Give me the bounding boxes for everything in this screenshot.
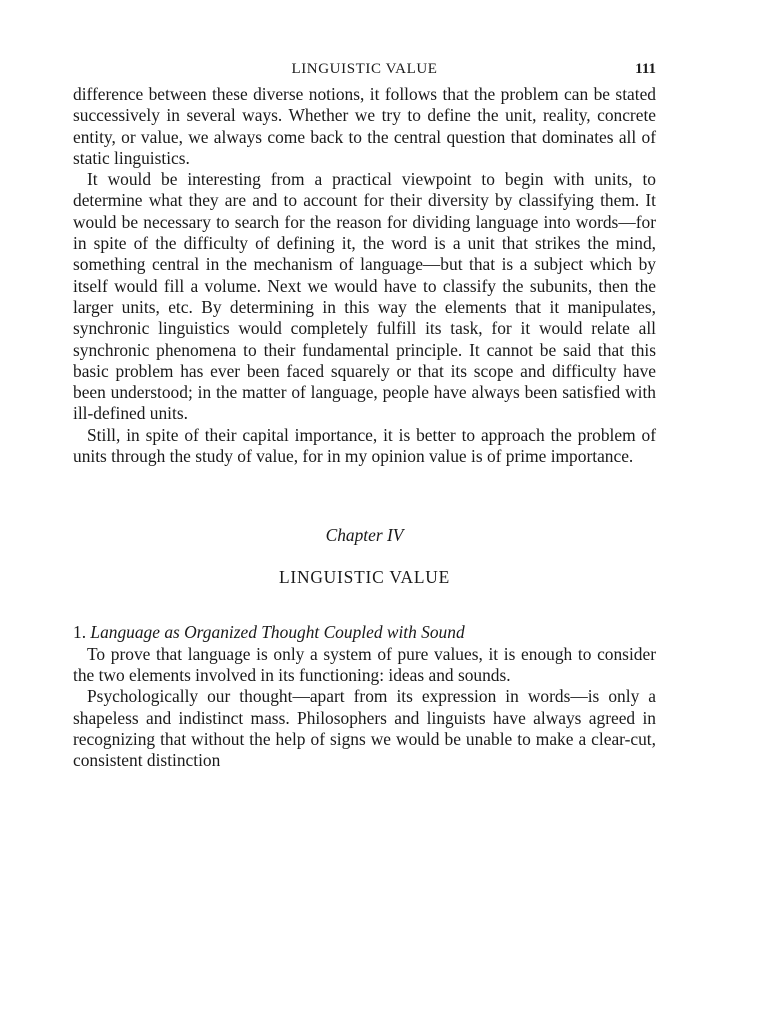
paragraph: Psychologically our thought—apart from its expression in words—is only a shapeless and indistinct mass. Philosophers and linguists have always agreed in recognizing that without the help of signs we would be unable to make a clear-cut, consistent distinction (73, 686, 656, 771)
paragraph: It would be interesting from a practical viewpoint to begin with units, to determine what they are and to account for their diversity by classifying them. It would be necessary to search for the reason for dividing language into words—for in spite of the difficulty of defining it, the word is a unit that strikes the mind, something central in the mechanism of language—but that is a subject which by itself would fill a volume. Next we would have to classify the subunits, then the larger units, etc. By determining in this way the elements that it manipulates, synchronic linguistics would completely fulfill its task, for it would relate all synchronic phenomena to their fundamental principle. It cannot be said that this basic problem has ever been faced squarely or that its scope and difficulty have been understood; in the matter of language, people have always been satisfied with ill-defined units. (73, 169, 656, 424)
section-number: 1. (73, 622, 87, 643)
chapter-title: LINGUISTIC VALUE (278, 567, 451, 588)
paragraph: To prove that language is only a system of pure values, it is enough to consider the two elements involved in its functioning: ideas and sounds. (73, 643, 656, 685)
running-title: LINGUISTIC VALUE (291, 61, 438, 77)
body-text (73, 84, 656, 467)
section-title: Language as Organized Thought Coupled with Sound (90, 622, 465, 643)
paragraph: Still, in spite of their capital importance, it is better to approach the problem of units through the study of value, for in my opinion value is of prime importance. (73, 424, 656, 467)
section-body (73, 644, 656, 772)
running-head (73, 58, 656, 84)
section-heading (73, 622, 656, 643)
page-number: 111 (635, 61, 656, 77)
paragraph: difference between these diverse notions, it follows that the problem can be stated successively in several ways. Whether we try to define the unit, reality, concrete entity, or value, we always come back to the central question that dominates all of static linguistics. (73, 84, 656, 168)
book-page (73, 58, 656, 771)
chapter-label: Chapter IV (325, 525, 404, 546)
